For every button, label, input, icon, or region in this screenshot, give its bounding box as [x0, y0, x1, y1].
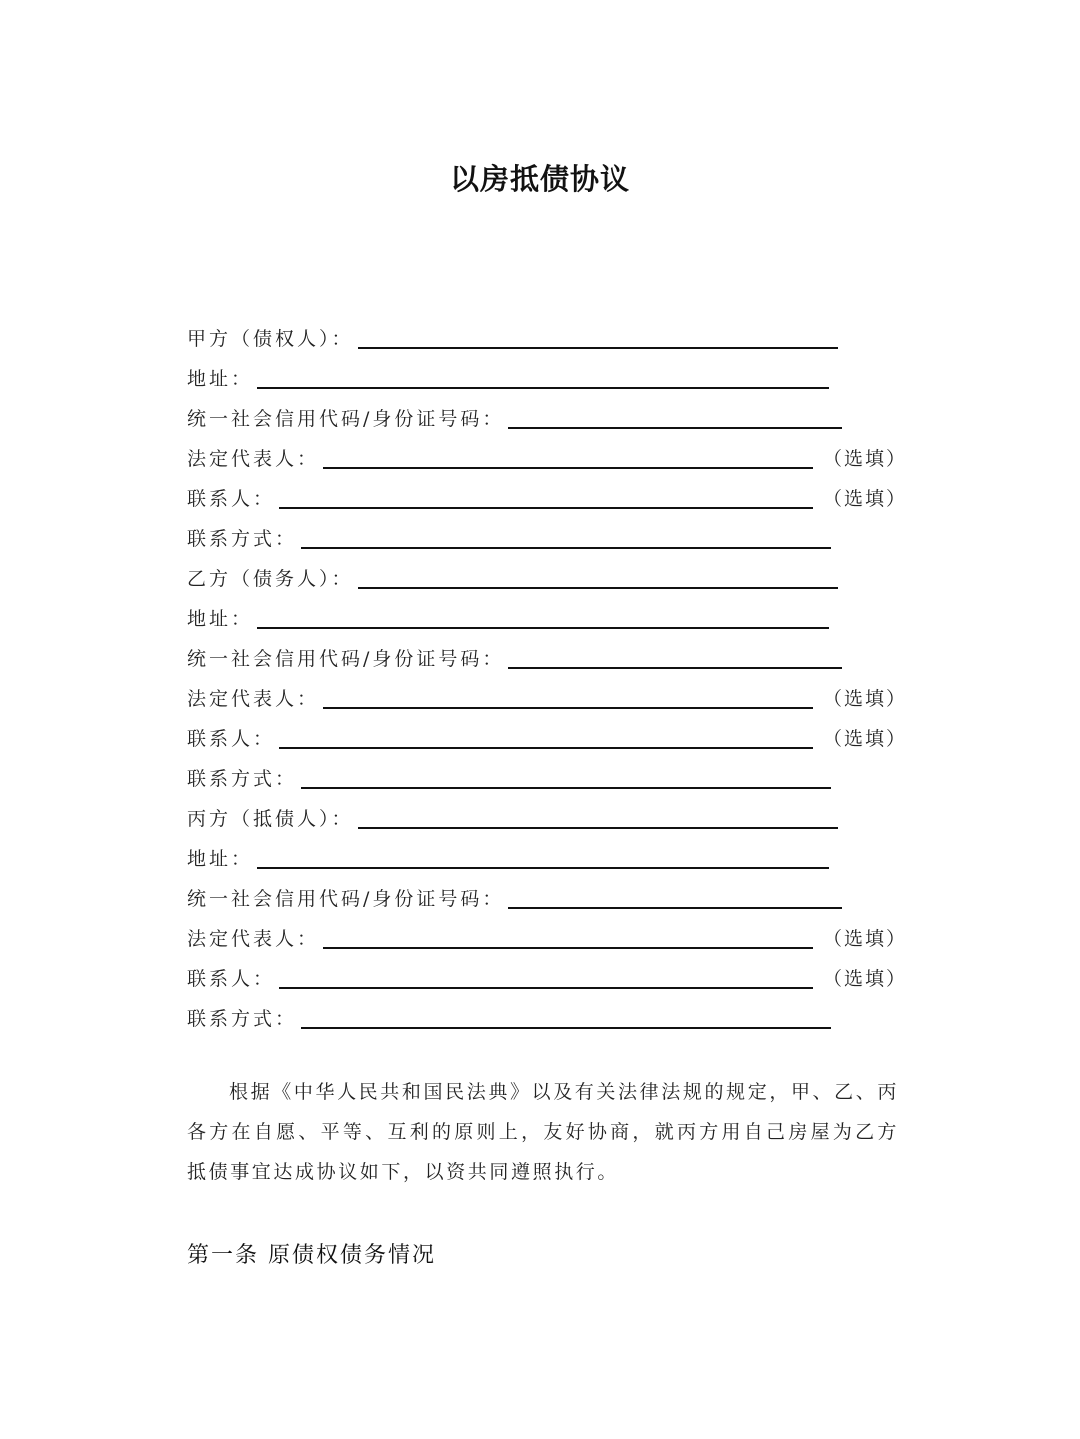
- field-label: 统一社会信用代码/身份证号码：: [187, 648, 505, 670]
- field-row: [187, 553, 907, 593]
- optional-note: （选填）: [822, 688, 907, 710]
- field-label: 丙方（抵债人）：: [187, 808, 354, 830]
- field-label: 联系人：: [187, 488, 276, 510]
- field-row: [187, 953, 907, 993]
- blank-line[interactable]: [301, 1027, 831, 1029]
- field-label: 地址：: [187, 848, 254, 870]
- field-label: 地址：: [187, 368, 254, 390]
- field-row: [187, 793, 907, 833]
- field-label: 联系人：: [187, 968, 276, 990]
- field-label: 法定代表人：: [187, 928, 320, 950]
- field-row: [187, 753, 907, 793]
- blank-line[interactable]: [301, 547, 831, 549]
- field-label: 联系方式：: [187, 768, 298, 790]
- field-row: [187, 393, 907, 433]
- blank-line[interactable]: [323, 467, 813, 469]
- optional-note: （选填）: [822, 448, 907, 470]
- field-row: [187, 473, 907, 513]
- optional-note: （选填）: [822, 488, 907, 510]
- blank-line[interactable]: [358, 827, 838, 829]
- field-row: [187, 913, 907, 953]
- field-row: [187, 993, 907, 1033]
- field-label: 联系人：: [187, 728, 276, 750]
- blank-line[interactable]: [358, 587, 838, 589]
- field-row: [187, 713, 907, 753]
- blank-line[interactable]: [508, 427, 842, 429]
- field-row: [187, 433, 907, 473]
- blank-line[interactable]: [323, 947, 813, 949]
- field-row: [187, 633, 907, 673]
- field-row: [187, 673, 907, 713]
- blank-line[interactable]: [257, 867, 829, 869]
- blank-line[interactable]: [323, 707, 813, 709]
- blank-line[interactable]: [279, 987, 813, 989]
- field-label: 法定代表人：: [187, 688, 320, 710]
- field-row: [187, 833, 907, 873]
- party-fields: [187, 313, 907, 1033]
- blank-line[interactable]: [279, 747, 813, 749]
- blank-line[interactable]: [508, 907, 842, 909]
- field-label: 法定代表人：: [187, 448, 320, 470]
- field-label: 乙方（债务人）：: [187, 568, 354, 590]
- blank-line[interactable]: [508, 667, 842, 669]
- optional-note: （选填）: [822, 728, 907, 750]
- blank-line[interactable]: [257, 387, 829, 389]
- field-label: 统一社会信用代码/身份证号码：: [187, 888, 505, 910]
- document-title: 以房抵债协议: [449, 162, 630, 196]
- blank-line[interactable]: [257, 627, 829, 629]
- field-row: [187, 593, 907, 633]
- field-label: 统一社会信用代码/身份证号码：: [187, 408, 505, 430]
- blank-line[interactable]: [279, 507, 813, 509]
- field-row: [187, 353, 907, 393]
- preamble-paragraph: 根据《中华人民共和国民法典》以及有关法律法规的规定，甲、乙、丙各方在自愿、平等、互利的原则上，友好协商，就丙方用自己房屋为乙方抵债事宜达成协议如下，以资共同遵照执行。: [187, 1081, 899, 1183]
- optional-note: （选填）: [822, 968, 907, 990]
- optional-note: （选填）: [822, 928, 907, 950]
- section-heading: 第一条 原债权债务情况: [187, 1243, 436, 1268]
- field-label: 甲方（债权人）：: [187, 328, 354, 350]
- blank-line[interactable]: [301, 787, 831, 789]
- field-label: 联系方式：: [187, 528, 298, 550]
- field-row: [187, 873, 907, 913]
- field-row: [187, 313, 907, 353]
- field-row: [187, 513, 907, 553]
- blank-line[interactable]: [358, 347, 838, 349]
- field-label: 联系方式：: [187, 1008, 298, 1030]
- field-label: 地址：: [187, 608, 254, 630]
